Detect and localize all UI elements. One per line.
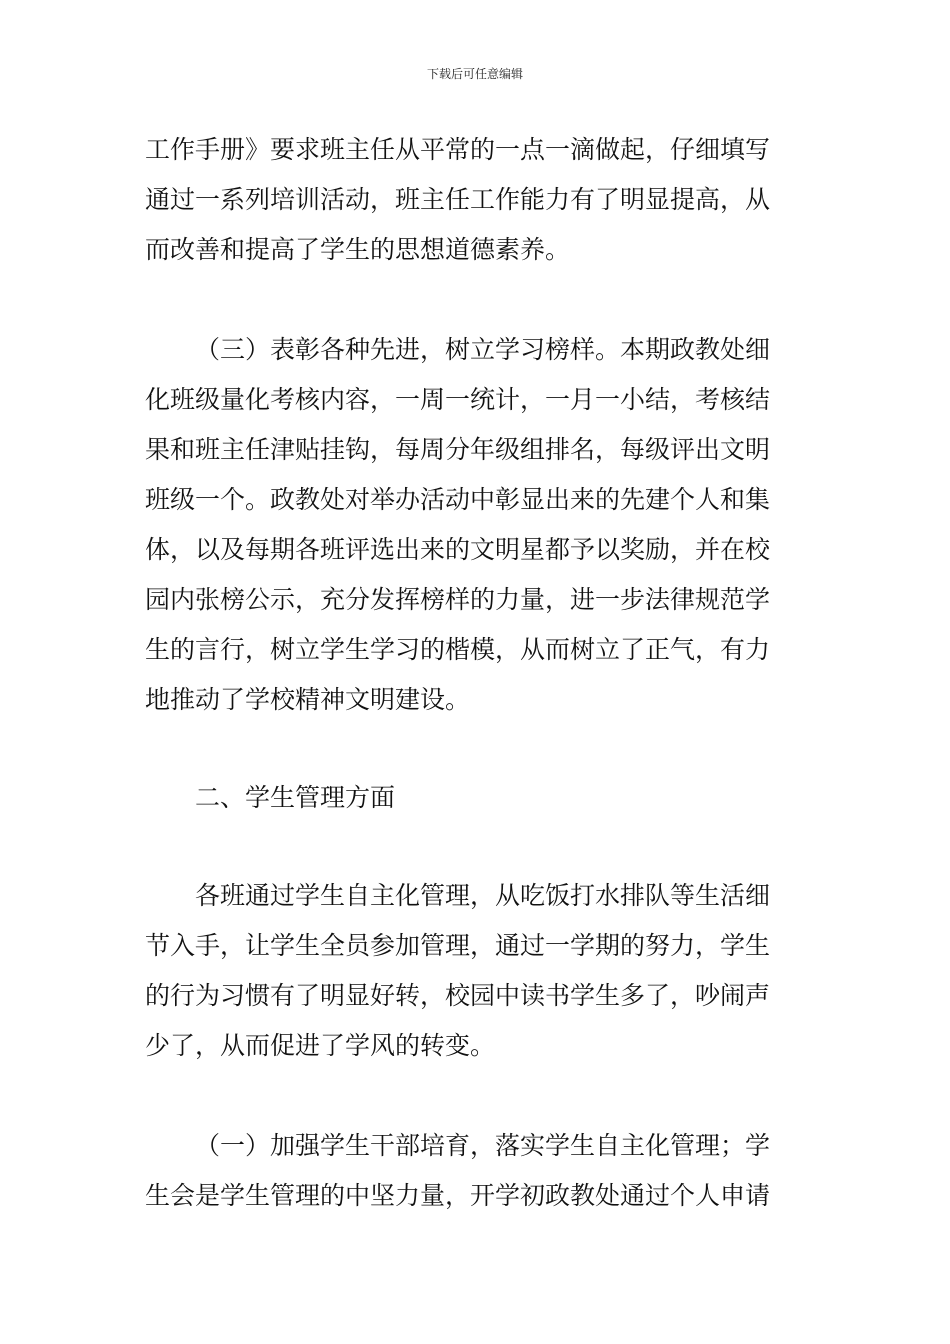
paragraph-3-line-3: 的行为习惯有了明显好转，校园中读书学生多了，吵闹声 (145, 981, 771, 1010)
paragraph-1-line-2: 通过一系列培训活动，班主任工作能力有了明显提高，从 (145, 185, 771, 214)
section-heading: 二、学生管理方面 (195, 783, 396, 812)
paragraph-2-line-7: 生的言行，树立学生学习的楷模，从而树立了正气，有力 (145, 635, 771, 664)
paragraph-3-line-2: 节入手，让学生全员参加管理，通过一学期的努力，学生 (145, 931, 771, 960)
paragraph-2-line-6: 园内张榜公示，充分发挥榜样的力量，进一步法律规范学 (145, 585, 771, 614)
paragraph-1-line-1: 工作手册》要求班主任从平常的一点一滴做起，仔细填写 (145, 135, 771, 164)
paragraph-2-line-1: （三）表彰各种先进，树立学习榜样。本期政教处细 (195, 335, 771, 364)
paragraph-4-line-2: 生会是学生管理的中坚力量，开学初政教处通过个人申请 (145, 1181, 771, 1210)
paragraph-2-line-5: 体，以及每期各班评选出来的文明星都予以奖励，并在校 (145, 535, 771, 564)
paragraph-1-line-3: 而改善和提高了学生的思想道德素养。 (145, 235, 571, 264)
paragraph-2-line-2: 化班级量化考核内容，一周一统计，一月一小结，考核结 (145, 385, 771, 414)
paragraph-3-line-1: 各班通过学生自主化管理，从吃饭打水排队等生活细 (195, 881, 771, 910)
paragraph-2-line-8: 地推动了学校精神文明建设。 (145, 685, 471, 714)
page-header: 下载后可任意编辑 (426, 67, 523, 81)
paragraph-2-line-3: 果和班主任津贴挂钩，每周分年级组排名，每级评出文明 (145, 435, 771, 464)
paragraph-2-line-4: 班级一个。政教处对举办活动中彰显出来的先建个人和集 (145, 485, 771, 514)
paragraph-3-line-4: 少了，从而促进了学风的转变。 (145, 1031, 496, 1060)
paragraph-4-line-1: （一）加强学生干部培育，落实学生自主化管理；学 (195, 1131, 771, 1160)
